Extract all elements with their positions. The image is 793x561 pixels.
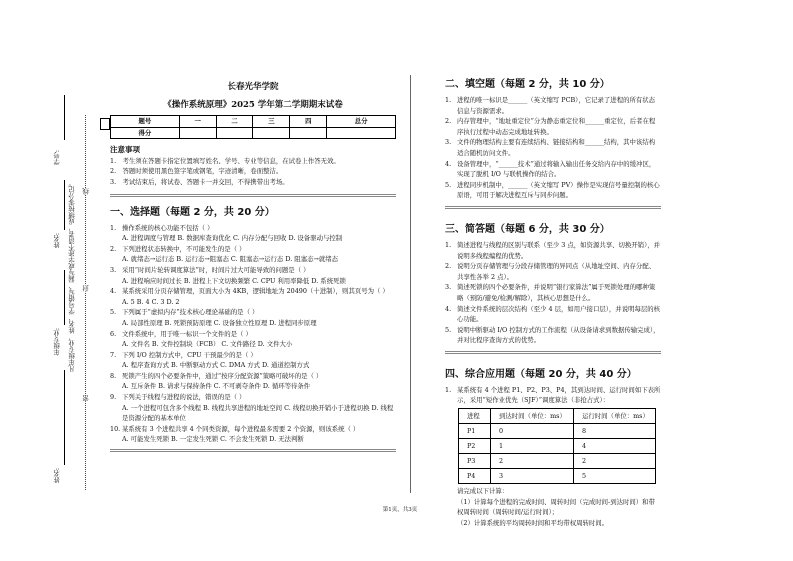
name2-label: 姓名:: [53, 468, 61, 483]
question: [110, 424, 396, 435]
question-text: 下列属于“虚拟内存”技术核心理论基础的是（ ）: [122, 308, 259, 317]
page-footer: 第1页，共3页: [382, 507, 418, 513]
seal-char-xian: 线: [82, 188, 90, 195]
instruction: 请完成以下计算：: [457, 487, 509, 496]
question: [445, 325, 661, 346]
question-text: 操作系统的核心功能不包括（ ）: [122, 223, 214, 232]
question-number: 4.: [110, 287, 117, 296]
question: [110, 286, 396, 297]
process-table-cell: 0: [491, 424, 574, 439]
question: [110, 392, 396, 403]
notice-item: 3. 考试结束后，将试卷、答题卡一并交回，不得携带出考场。: [110, 177, 289, 186]
question-text: 说明中断驱动 I/O 控制方式的工作流程（从设备请求到数据传输完成），并对比程序查询方式的优势。: [457, 325, 660, 345]
notice-title: 注意事项: [110, 145, 140, 155]
question: [445, 385, 661, 406]
question-number: 3.: [445, 138, 452, 147]
question-text: 文件系统中，用于唯一标识一个文件的是（ ）: [122, 329, 252, 338]
question-text: 下列进程状态转换中，不可能发生的是（ ）: [122, 244, 246, 253]
question-options: A. 进程调度与管理 B. 数据库查询优化 C. 内存分配与回收 D. 设备驱动与控制: [122, 234, 343, 243]
question-text: 说明分页存储管理与分段存储管理的异同点（从地址空间、内存分配、共享性各举 2 点）。: [457, 262, 656, 281]
question-text: 文件的物理结构主要有连续结构、链接结构和______结构，其中该结构适合随机访问文件。: [457, 138, 656, 157]
question-text: 某系统有 3 个进程共享 4 个同类资源，每个进程最多需要 2 个资源，则该系统（ ）: [122, 424, 360, 433]
question-number: 1.: [445, 96, 452, 104]
score-cell: [253, 127, 290, 139]
process-table-cell: P3: [459, 454, 491, 469]
column-separator: [410, 75, 411, 493]
process-table-row: [459, 469, 656, 484]
score-header: 四: [290, 116, 327, 128]
name2-line: [64, 370, 65, 465]
divider: [445, 351, 661, 354]
score-cell: [327, 127, 396, 139]
process-table-row: [459, 424, 656, 439]
question-text: 下列关于线程与进程的说法，错误的是（ ）: [122, 393, 246, 402]
question-text: 简述死锁的四个必要条件，并说明“银行家算法”属于死锁处理的哪种策略（预防/避免/检测/解除），其核心思想是什么。: [457, 283, 656, 302]
question-number: 1.: [445, 385, 452, 394]
divider: [445, 206, 661, 209]
process-table-cell: P4: [459, 469, 491, 484]
section1-questions: [110, 223, 396, 445]
school-name: 长春光华学院: [227, 82, 279, 92]
question-options: A. 文件名 B. 文件控制块（FCB） C. 文件路径 D. 文件大小: [122, 340, 293, 349]
question-number: 1.: [110, 223, 117, 232]
question-number: 2.: [445, 262, 452, 271]
binding-warning: 凡年级专业、姓名、学号错写、漏写或字迹不清者，成绩按零分记。: [68, 180, 76, 372]
notice-item: 1. 考生须在答题卡指定位置填写姓名、学号、专业等信息，在试卷上作答无效。: [110, 156, 340, 165]
question-text: 某系统有 4 个进程 P1、P2、P3、P4，其到达时间、运行时间如下表所示，采用“短作业优先（SJF）”调度算法（非抢占式）：: [457, 385, 661, 405]
process-table-header: 运行时间（单位：ms）: [574, 409, 656, 424]
divider: [110, 194, 396, 197]
question-text: 进程同步机制中，______（英文缩写 PV）操作是实现信号量控制的核心原语，可用于解决进程互斥与同步问题。: [457, 180, 660, 200]
question-number: 4.: [445, 304, 452, 313]
question: [445, 304, 661, 325]
process-table-cell: P2: [459, 439, 491, 454]
notice-item: 2. 答题时须使用黑色签字笔或钢笔，字迹清晰，卷面整洁。: [110, 167, 283, 176]
score-cell: [290, 127, 327, 139]
question-number: 1.: [445, 240, 452, 249]
question-text: 简述进程与线程的区别与联系（至少 3 点，如资源共享、切换开销），并说明多线程编程的优势。: [457, 240, 661, 260]
left-column: [110, 80, 396, 452]
question-options: A. 可能发生死锁 B. 一定发生死锁 C. 不会发生死锁 D. 无法判断: [122, 435, 304, 444]
question-text: 设备管理中，“______技术”通过将输入输出任务交给内存中的缓冲区，实现了脱机 I/O 与联机操作的结合。: [457, 159, 656, 179]
score-table: [110, 115, 396, 139]
question-options: A. 5 B. 4 C. 3 D. 2: [122, 297, 180, 306]
score-cell: [179, 127, 216, 139]
question-options: A. 局部性原理 B. 死锁预防原理 C. 设备独立性原理 D. 进程同步原理: [122, 318, 317, 327]
score-header: 二: [216, 116, 253, 128]
student-id-label: 学号:: [53, 150, 61, 165]
process-table-cell: 2: [574, 454, 656, 469]
divider: [110, 449, 396, 452]
question: [110, 265, 396, 276]
section1-title: 一、选择题（每题 2 分，共 20 分）: [110, 206, 275, 218]
score-header: 总分: [327, 116, 396, 128]
grade-major-line: [64, 270, 65, 325]
question-text: 进程的唯一标识是______（英文缩写 PCB），它记录了进程的所有状态信息与资源需求。: [457, 96, 656, 115]
question-number: 9.: [110, 393, 117, 402]
question-number: 2.: [445, 117, 452, 126]
process-table-cell: 4: [574, 439, 656, 454]
question-number: 2.: [110, 244, 117, 253]
question-text: 死锁产生的四个必要条件中，通过“按序分配资源”策略可破坏的是（ ）: [122, 371, 323, 380]
process-table-header: 到达时间（单位：ms）: [491, 409, 574, 424]
question-number: 3.: [110, 265, 117, 274]
question-options: A. 就绪态→运行态 B. 运行态→阻塞态 C. 阻塞态→运行态 D. 阻塞态→就绪态: [122, 255, 339, 264]
section2-questions: [445, 95, 661, 201]
score-row-label: 得分: [111, 127, 180, 139]
process-table-cell: 2: [491, 454, 574, 469]
question-number: 4.: [445, 159, 452, 168]
seal-char-feng: 封: [82, 285, 90, 292]
process-table-cell: 8: [574, 424, 656, 439]
question-number: 6.: [110, 329, 117, 338]
question-text: 采用“时间片轮转调度算法”时，时间片过大可能导致的问题是（ ）: [122, 265, 310, 274]
question: [445, 137, 661, 158]
section4-title: 四、综合应用题（每题 20 分，共 40 分）: [445, 368, 637, 380]
question: [445, 282, 661, 303]
question: [445, 180, 661, 201]
question: [110, 350, 396, 361]
question: [445, 261, 661, 282]
question: [445, 159, 661, 180]
section3-questions: [445, 240, 661, 346]
question-number: 5.: [110, 308, 117, 317]
process-table-row: [459, 439, 656, 454]
score-header: 三: [253, 116, 290, 128]
process-table-cell: 1: [491, 439, 574, 454]
student-id-line: [64, 95, 65, 140]
process-table-cell: 3: [491, 469, 574, 484]
question-text: 内存管理中，“地址重定位”分为静态重定位和______重定位，后者在程序执行过程中动态完成地址转换。: [457, 117, 656, 136]
exam-title: 《操作系统原理》2025 学年第二学期期末试卷: [163, 100, 343, 110]
score-header: 题号: [111, 116, 180, 128]
question-options: A. 进程响应时间过长 B. 进程上下文切换频繁 C. CPU 利用率降低 D. 系统死锁: [122, 276, 346, 285]
sub-question: （1）计算每个进程的完成时间、周转时间（完成时间-到达时间）和带权周转时间（周转时间/运行时间）；: [457, 497, 655, 517]
question: [445, 240, 661, 261]
question-text: 下列 I/O 控制方式中，CPU 干预最少的是（ ）: [122, 350, 257, 359]
question-text: 简述文件系统的层次结构（至少 4 层，如用户接口层），并说明每层的核心功能。: [457, 304, 661, 324]
score-header: 一: [179, 116, 216, 128]
question-number: 10.: [110, 424, 121, 433]
seal-dotted-line: [85, 115, 86, 490]
question: [110, 244, 396, 255]
binding-strip: [30, 70, 110, 510]
question-options: A. 程序查询方式 B. 中断驱动方式 C. DMA 方式 D. 通道控制方式: [122, 361, 310, 370]
question: [110, 371, 396, 382]
question-number: 5.: [445, 325, 452, 334]
sub-question: （2）计算系统的平均周转时间和平均带权周转时间。: [457, 518, 609, 527]
name-label: 姓名:: [53, 233, 61, 248]
seal-char-mi: 密: [82, 395, 90, 402]
question-number: 5.: [445, 180, 452, 189]
process-table-cell: 5: [574, 469, 656, 484]
question: [445, 116, 661, 137]
grade-major-label: 年级专业:: [53, 328, 61, 356]
section2-title: 二、填空题（每题 2 分，共 10 分）: [445, 79, 610, 90]
right-column: [445, 78, 661, 528]
question-number: 7.: [110, 350, 117, 359]
name-line: [64, 180, 65, 230]
corner-box: [100, 118, 110, 130]
question: [110, 329, 396, 340]
question: [110, 307, 396, 318]
question: [445, 95, 661, 116]
question-number: 8.: [110, 371, 117, 380]
process-table-header: 进程: [459, 409, 491, 424]
question-number: 3.: [445, 283, 452, 292]
process-table-row: [459, 454, 656, 469]
process-table-cell: P1: [459, 424, 491, 439]
question: [110, 223, 396, 234]
score-cell: [216, 127, 253, 139]
question-text: 某系统采用分页存储管理，页面大小为 4KB，逻辑地址为 20490（十进制），则其页号为（ ）: [122, 287, 389, 296]
section3-title: 三、简答题（每题 6 分，共 30 分）: [445, 223, 610, 235]
question-options: A. 互斥条件 B. 请求与保持条件 C. 不可剥夺条件 D. 循环等待条件: [122, 382, 311, 391]
process-table: [458, 408, 656, 484]
question-options: A. 一个进程可包含多个线程 B. 线程共享进程的地址空间 C. 线程切换开销小于进程切换 D. 线程是资源分配的基本单位: [122, 403, 394, 423]
